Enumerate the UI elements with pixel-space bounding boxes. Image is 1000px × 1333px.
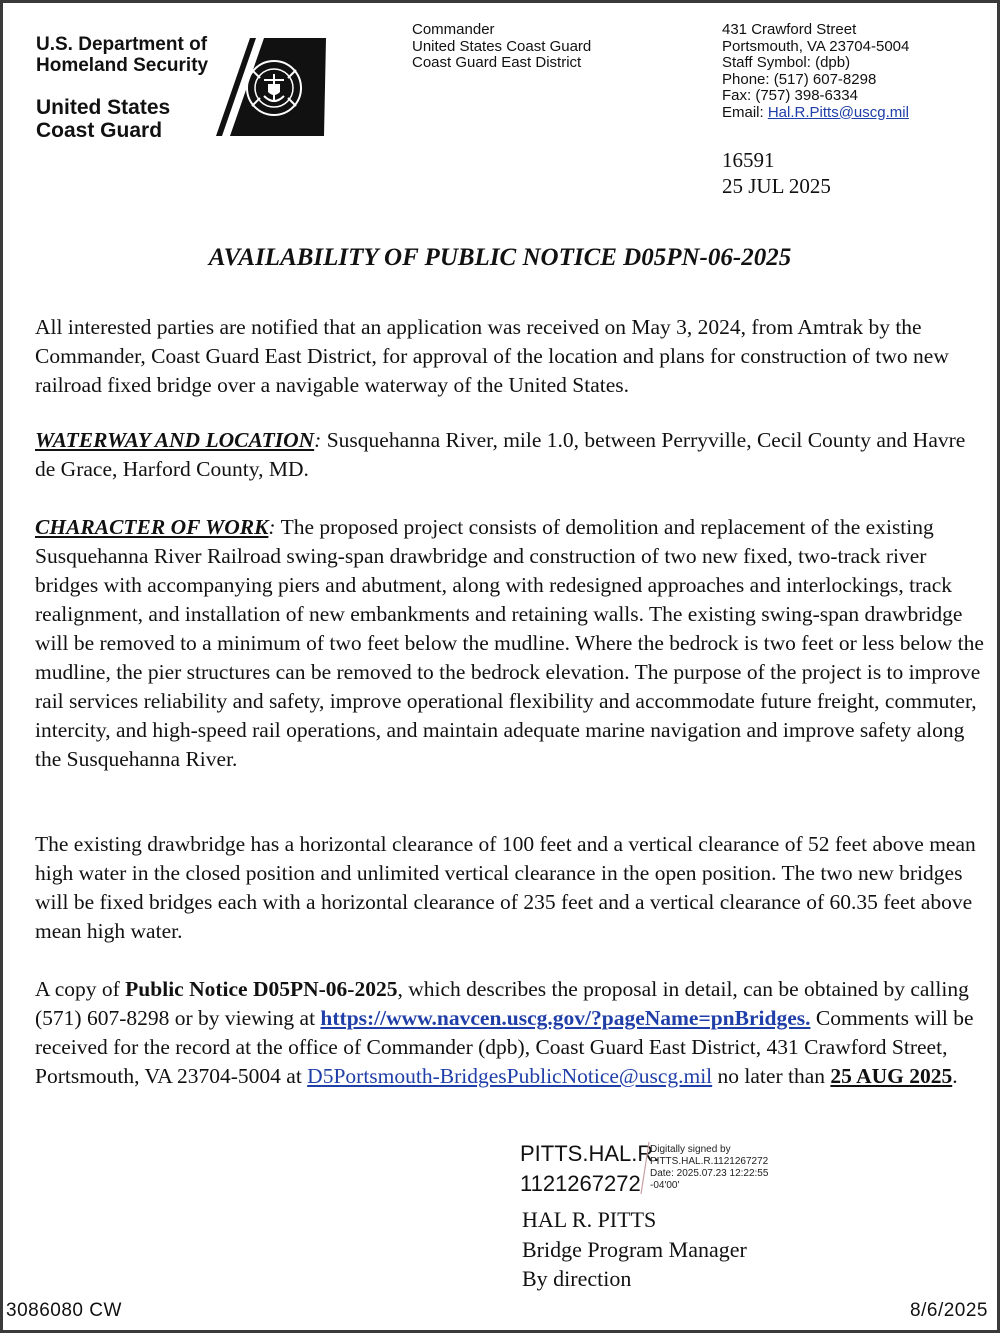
intro-text: All interested parties are notified that an application was received on May 3, 2024, from Amtrak by the Commander, Coast Guard East District, for approval of the location and plans for construction of two new railroad fixed bridge over a navigable waterway of the United States. xyxy=(35,315,949,397)
signature-detail-line: PITTS.HAL.R.1121267272 xyxy=(650,1156,769,1167)
commander-line: Coast Guard East District xyxy=(412,54,582,71)
copy-paragraph xyxy=(35,975,985,1091)
agency-line-2: Coast Guard xyxy=(36,119,163,142)
digital-signature-details xyxy=(650,1144,768,1192)
waterway-text: Susquehanna River, mile 1.0, between Perryville, Cecil County and Havre de Grace, Harford County, MD. xyxy=(35,428,966,481)
copy-text: Comments will be received for the record at the office of Commander (dpb), Coast Guard East District, 431 Crawford Street, Portsmouth, VA 23704-5004 at xyxy=(35,1006,974,1088)
copy-text: A copy of xyxy=(35,977,126,1001)
commander-line: Commander xyxy=(412,21,495,38)
seal-icon xyxy=(212,36,328,140)
address-street: 431 Crawford Street xyxy=(722,21,857,38)
copy-text: , which describes the proposal in detail, can be obtained by calling (571) 607-8298 or by viewing at xyxy=(35,977,969,1030)
signature-detail-line: -04'00' xyxy=(650,1180,680,1191)
reference-block xyxy=(722,147,831,199)
department-line-2: Homeland Security xyxy=(36,55,209,76)
document-date: 25 JUL 2025 xyxy=(722,174,831,198)
agency-line-1: United States xyxy=(36,96,171,119)
public-notice-link[interactable]: https://www.navcen.uscg.gov/?pageName=pnBridges. xyxy=(320,1006,811,1030)
waterway-label: WATERWAY AND LOCATION xyxy=(35,428,315,452)
email-label: Email: xyxy=(722,103,768,121)
fax-number: Fax: (757) 398-6334 xyxy=(722,87,858,104)
character-paragraph xyxy=(35,513,985,774)
copy-text: no later than xyxy=(712,1064,831,1088)
clearance-text: The existing drawbridge has a horizontal clearance of 100 feet and a vertical clearance of 52 feet above mean high water in the closed position and unlimited vertical clearance in the open position. The two new bridges will be fixed bridges each with a horizontal clearance of 235 feet and a vertical clearance of 60.35 feet above mean high water. xyxy=(35,832,976,943)
phone-number: Phone: (517) 607-8298 xyxy=(722,70,877,88)
signer-name: HAL R. PITTS xyxy=(522,1207,657,1232)
signer-title: Bridge Program Manager xyxy=(522,1236,747,1262)
waterway-paragraph xyxy=(35,426,985,484)
intro-paragraph xyxy=(35,313,985,400)
email-line xyxy=(722,105,909,122)
clearance-paragraph xyxy=(35,830,985,946)
commander-block xyxy=(412,22,591,72)
email-link[interactable]: Hal.R.Pitts@uscg.mil xyxy=(767,103,909,121)
signed-name-line-2: 1121267272 xyxy=(520,1171,641,1196)
coast-guard-logo xyxy=(212,36,328,140)
digital-signature xyxy=(520,1140,820,1200)
character-text: The proposed project consists of demolition and replacement of the existing Susquehanna River Railroad swing-span drawbridge and construction of two new fixed, two-track river bridges with accompanying piers and abutment, along with redesigned approaches and interlockings, track realignment, and installation of new embankments and retaining walls. The existing swing-span drawbridge will be removed to a minimum of two feet below the mudline. Where the bedrock is two feet or less below the mudline, the pier structures can be removed to the bedrock elevation. The purpose of the project is to improve rail services reliability and safety, improve operational flexibility and accommodate future freight, commuter, intercity, and high-speed rail operations, and maintain adequate marine navigation and improve safety along the Susquehanna River. xyxy=(35,515,984,771)
address-city: Portsmouth, VA 23704-5004 xyxy=(722,37,910,55)
agency-name xyxy=(36,96,170,142)
department-line-1: U.S. Department of xyxy=(36,34,208,55)
signer-authority: By direction xyxy=(522,1266,632,1291)
address-block xyxy=(722,22,909,121)
notice-title: AVAILABILITY OF PUBLIC NOTICE D05PN-06-2025 xyxy=(208,244,792,271)
comments-email-link[interactable]: D5Portsmouth-BridgesPublicNotice@uscg.mil xyxy=(307,1064,713,1088)
department-name xyxy=(36,34,208,76)
commander-line: United States Coast Guard xyxy=(412,37,592,55)
character-label: CHARACTER OF WORK xyxy=(35,515,269,539)
footer-date: 8/6/2025 xyxy=(910,1300,988,1321)
staff-symbol: Staff Symbol: (dpb) xyxy=(722,54,851,71)
waterway-colon: : xyxy=(314,428,322,452)
character-colon: : xyxy=(268,515,276,539)
signature-detail-line: Digitally signed by xyxy=(650,1144,731,1155)
copy-text: . xyxy=(952,1064,958,1088)
signed-name-line-1: PITTS.HAL.R. xyxy=(520,1141,660,1166)
signature-detail-line: Date: 2025.07.23 12:22:55 xyxy=(650,1168,769,1179)
signer-block xyxy=(522,1205,747,1294)
footer-id: 3086080 CW xyxy=(6,1300,122,1321)
comment-deadline: 25 AUG 2025 xyxy=(830,1064,953,1088)
notice-id: Public Notice D05PN-06-2025 xyxy=(125,977,398,1001)
reference-number: 16591 xyxy=(722,148,775,172)
